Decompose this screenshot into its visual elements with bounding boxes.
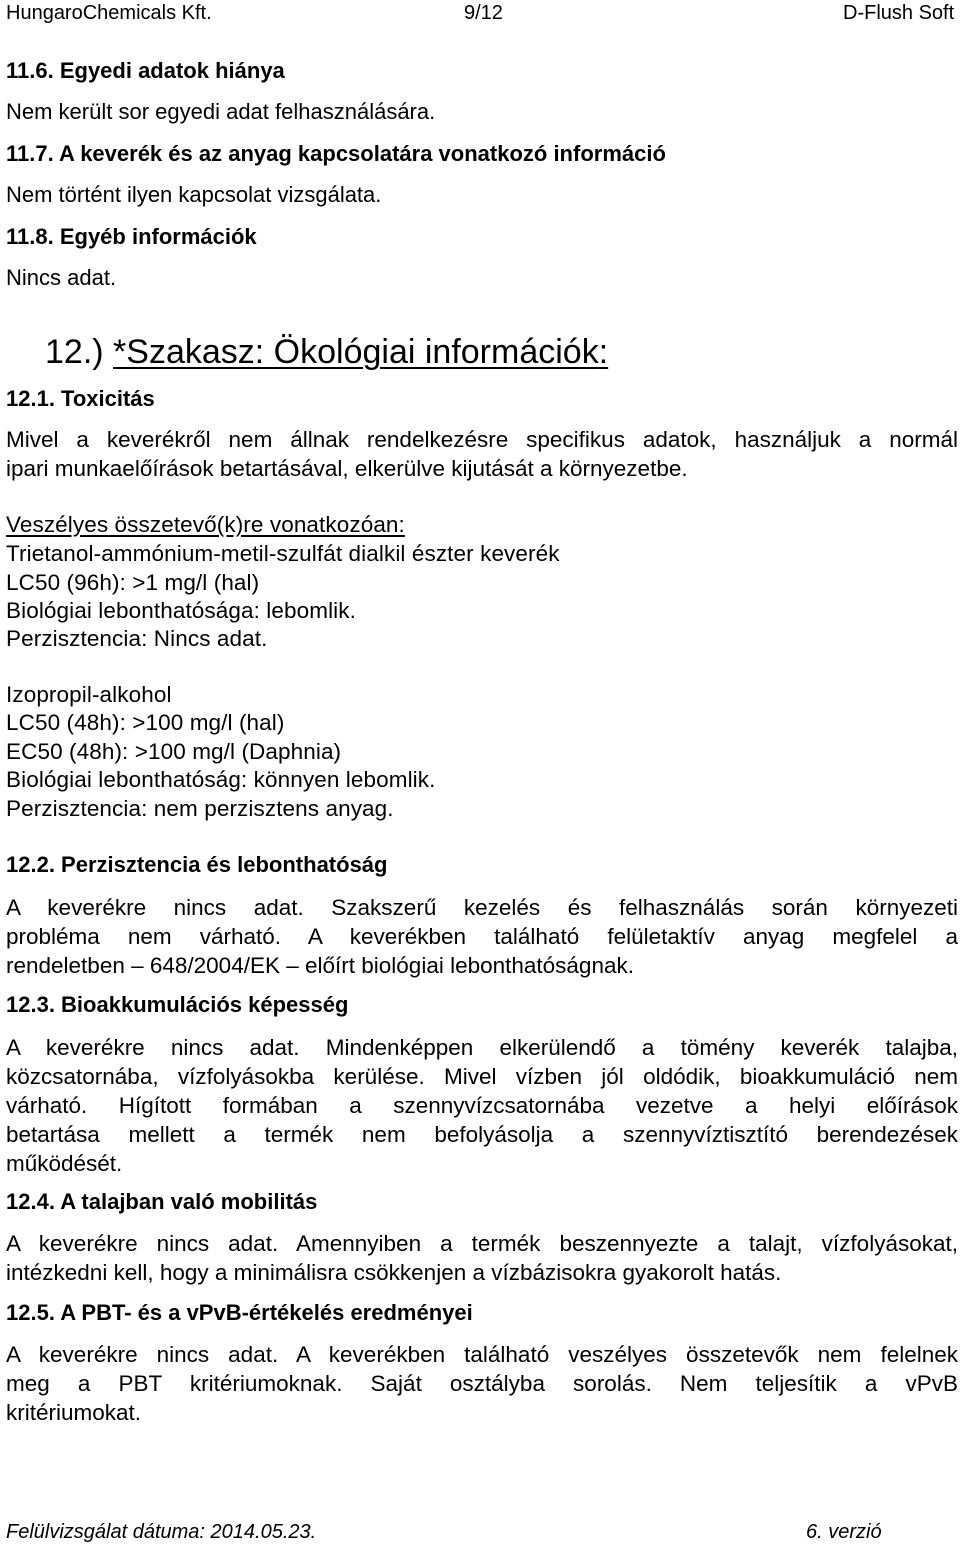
- section-12-heading: [45, 333, 608, 372]
- section-11-8-text: Nincs adat.: [6, 265, 117, 290]
- section-12-4-title: 12.4. A talajban való mobilitás: [6, 1189, 318, 1214]
- paragraph-line: Mivel a keverékről nem állnak rendelkezésre specifikus adatok, használjuk a normál: [6, 427, 958, 452]
- component-1-lc50: LC50 (96h): >1 mg/l (hal): [6, 570, 260, 595]
- section-12-1-paragraph: [6, 425, 958, 483]
- section-12-4-paragraph: [6, 1229, 958, 1287]
- section-12-5-title: 12.5. A PBT- és a vPvB-értékelés eredményei: [6, 1300, 473, 1325]
- revision-date: Felülvizsgálat dátuma: 2014.05.23.: [6, 1521, 317, 1543]
- section-12-2-title: 12.2. Perzisztencia és lebonthatóság: [6, 852, 388, 877]
- section-11-8-title: 11.8. Egyéb információk: [6, 224, 257, 249]
- page-number: 9/12: [464, 2, 503, 24]
- paragraph-line: A keverékre nincs adat. Amennyiben a termék beszennyezte a talajt, vízfolyásokat,: [6, 1231, 958, 1256]
- section-12-1-title: 12.1. Toxicitás: [6, 386, 155, 411]
- paragraph-line: rendeletben ‒ 648/2004/EK ‒ előírt biológiai lebonthatóságnak.: [6, 953, 634, 978]
- section-11-7-title: 11.7. A keverék és az anyag kapcsolatára vonatkozó információ: [6, 141, 666, 166]
- paragraph-line: kritériumokat.: [6, 1400, 142, 1425]
- company-name: HungaroChemicals Kft.: [6, 2, 212, 24]
- component-2-biodegradability: Biológiai lebonthatóság: könnyen lebomlik.: [6, 767, 436, 792]
- version-label: 6. verzió: [806, 1521, 882, 1543]
- paragraph-line: közcsatornába, vízfolyásokba kerülése. Mivel vízben jól oldódik, bioakkumuláció nem: [6, 1064, 958, 1089]
- paragraph-line: várható. Hígított formában a szennyvízcsatornába vezetve a helyi előírások: [6, 1093, 958, 1118]
- component-1-persistence: Perzisztencia: Nincs adat.: [6, 626, 268, 651]
- section-12-3-paragraph: [6, 1033, 958, 1178]
- component-2-persistence: Perzisztencia: nem perzisztens anyag.: [6, 796, 394, 821]
- product-name: D-Flush Soft: [843, 2, 955, 24]
- paragraph-line: ipari munkaelőírások betartásával, elkerülve kijutását a környezetbe.: [6, 456, 688, 481]
- paragraph-line: A keverékre nincs adat. Szakszerű kezelés és felhasználás során környezeti: [6, 895, 958, 920]
- component-2-lc50: LC50 (48h): >100 mg/l (hal): [6, 710, 285, 735]
- hazard-components-heading: Veszélyes összetevő(k)re vonatkozóan:: [6, 512, 405, 537]
- component-1-biodegradability: Biológiai lebonthatósága: lebomlik.: [6, 598, 356, 623]
- paragraph-line: betartása mellett a termék nem befolyásolja a szennyvíztisztító berendezések: [6, 1122, 958, 1147]
- section-12-title: *Szakasz: Ökológiai információk: [113, 333, 599, 371]
- section-12-5-paragraph: [6, 1340, 958, 1427]
- section-11-6-title: 11.6. Egyedi adatok hiánya: [6, 58, 285, 83]
- section-12-3-title: 12.3. Bioakkumulációs képesség: [6, 992, 349, 1017]
- paragraph-line: probléma nem várható. A keverékben található felületaktív anyag megfelel a: [6, 924, 958, 949]
- section-12-colon: :: [598, 333, 609, 371]
- paragraph-line: intézkedni kell, hogy a minimálisra csökkenjen a vízbázisokra gyakorolt hatás.: [6, 1260, 782, 1285]
- section-12-2-paragraph: [6, 893, 958, 980]
- component-1-name: Trietanol-ammónium-metil-szulfát dialkil észter keverék: [6, 541, 560, 566]
- component-2-ec50: EC50 (48h): >100 mg/l (Daphnia): [6, 739, 342, 764]
- section-11-6-text: Nem került sor egyedi adat felhasználására.: [6, 99, 436, 124]
- paragraph-line: A keverékre nincs adat. Mindenképpen elkerülendő a tömény keverék talajba,: [6, 1035, 958, 1060]
- paragraph-line: működését.: [6, 1151, 123, 1176]
- section-12-number: 12.): [45, 333, 104, 371]
- component-2-name: Izopropil-alkohol: [6, 682, 172, 707]
- paragraph-line: meg a PBT kritériumoknak. Saját osztályba sorolás. Nem teljesítik a vPvB: [6, 1371, 958, 1396]
- section-11-7-text: Nem történt ilyen kapcsolat vizsgálata.: [6, 182, 382, 207]
- paragraph-line: A keverékre nincs adat. A keverékben található veszélyes összetevők nem felelnek: [6, 1342, 958, 1367]
